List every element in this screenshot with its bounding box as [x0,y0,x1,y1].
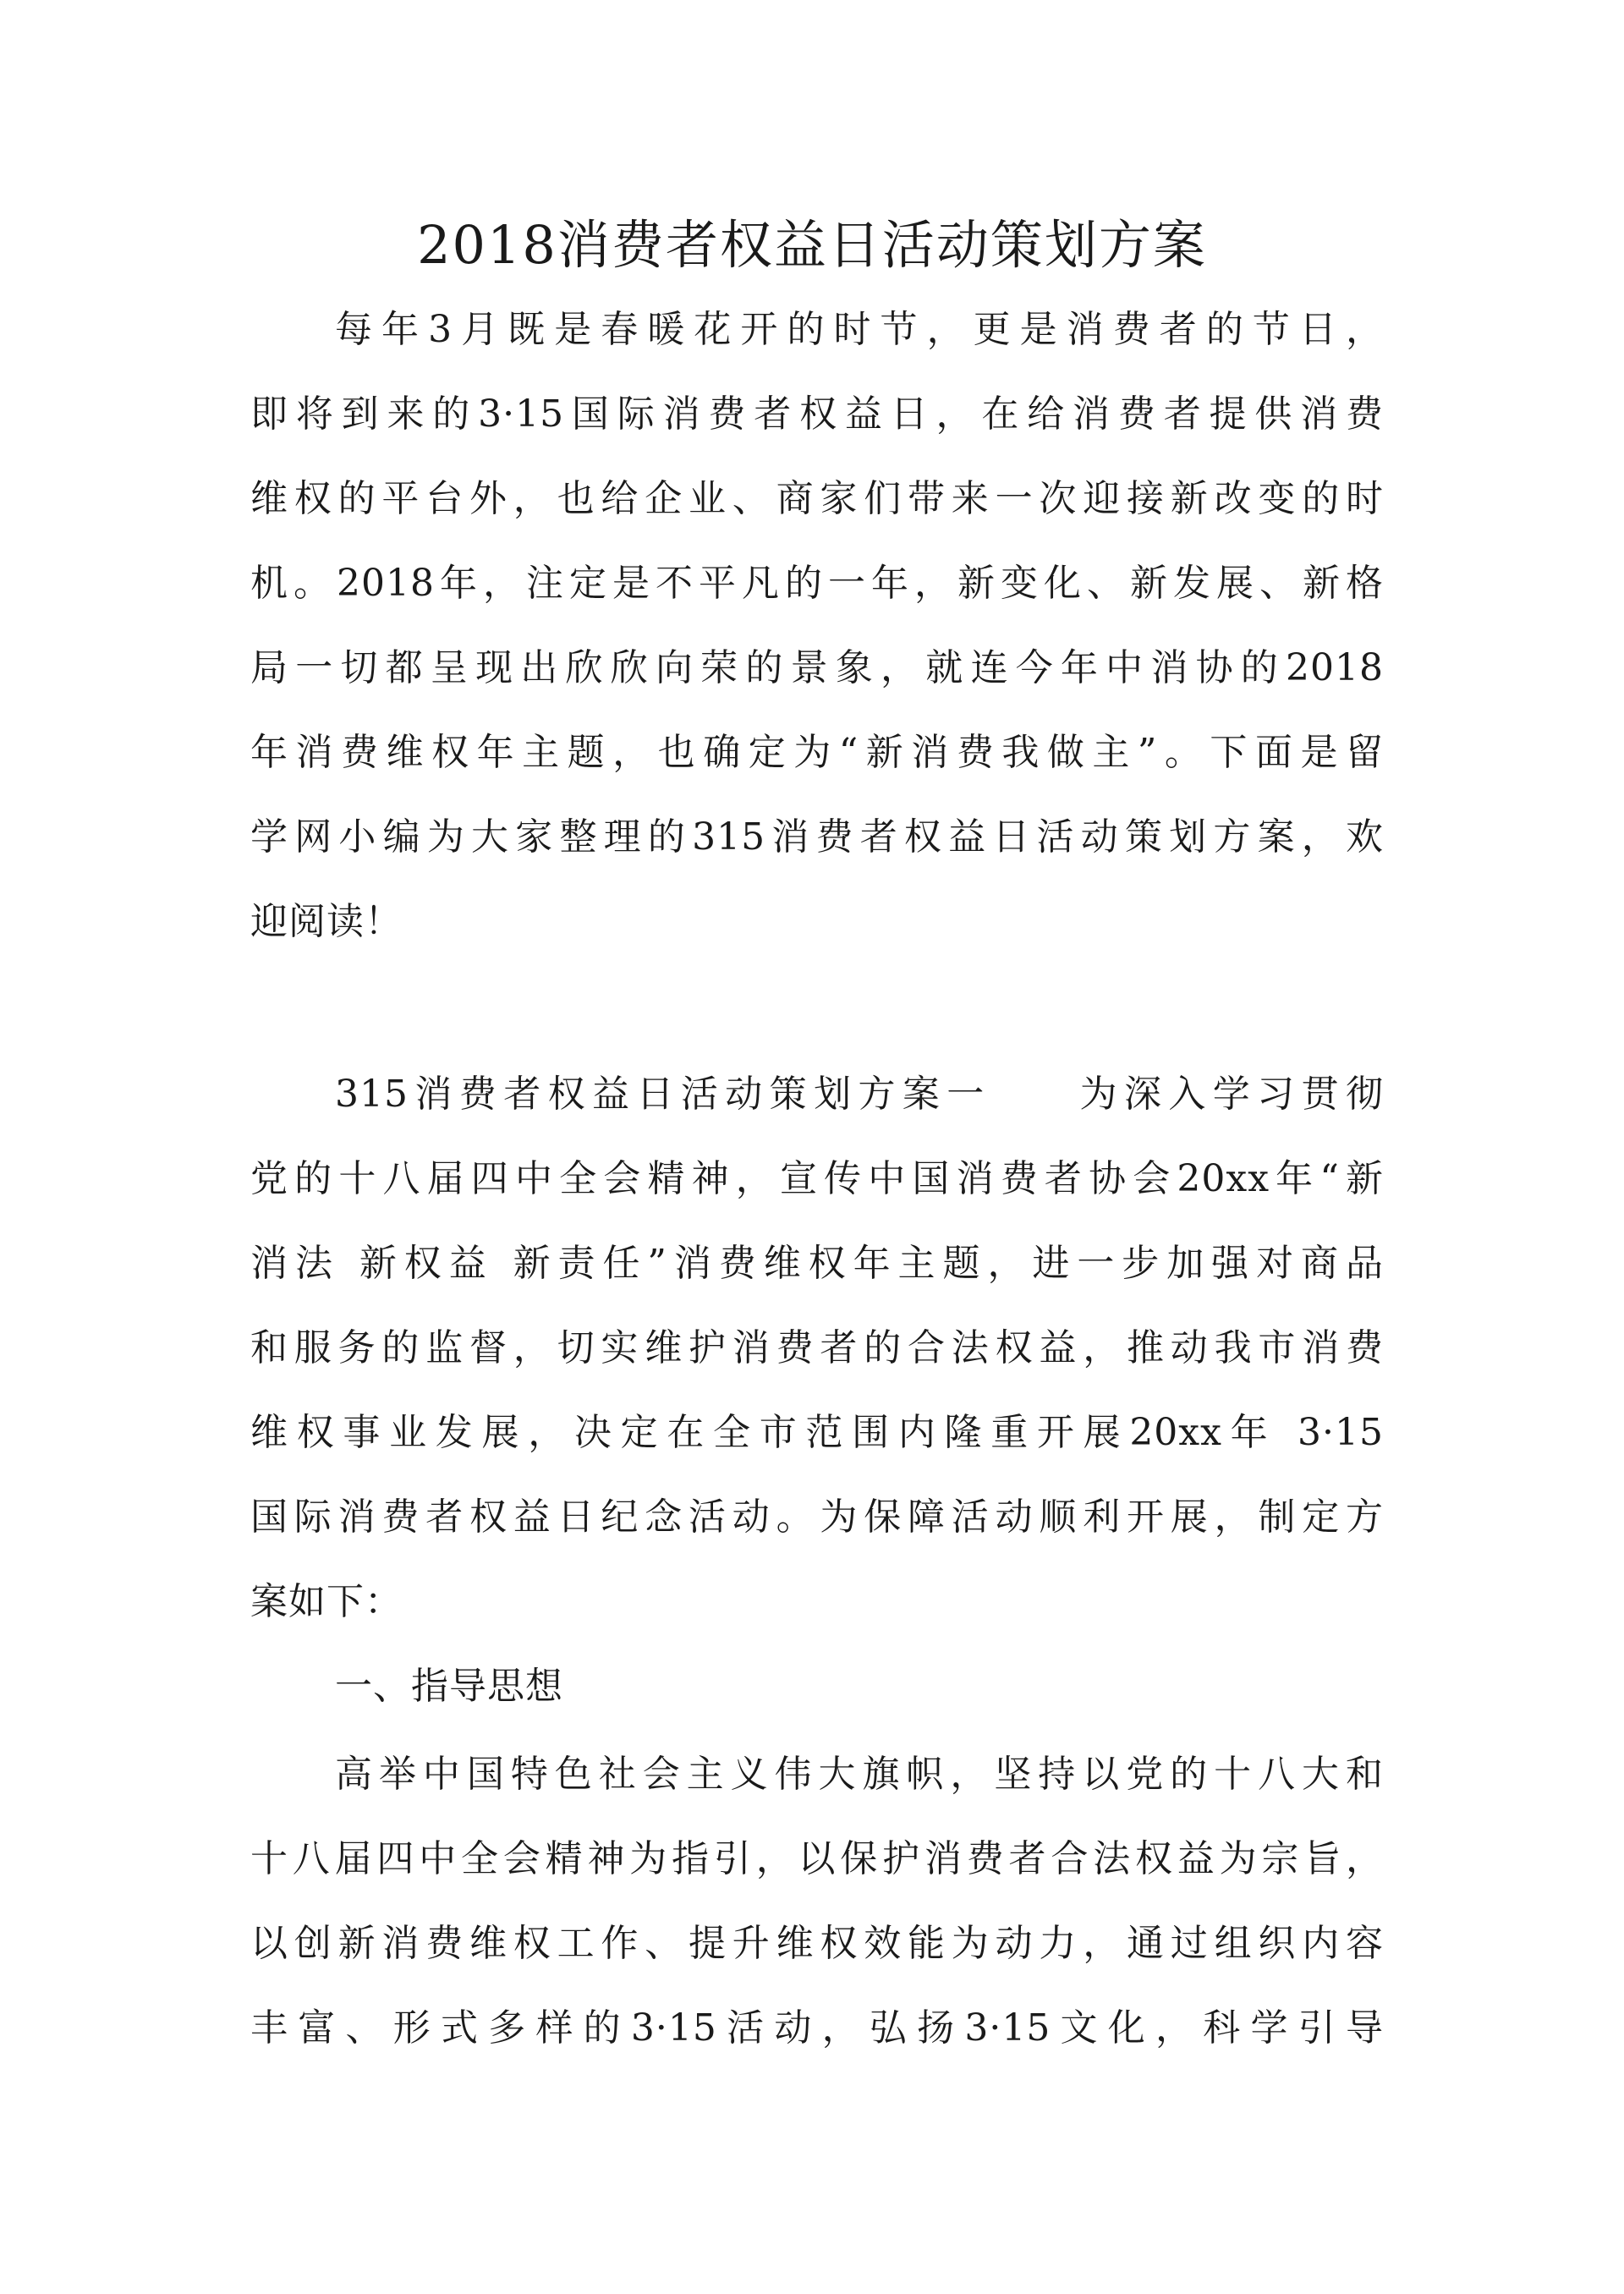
intro-paragraph-line: 年消费维权年主题，也确定为“新消费我做主”。下面是留 [250,731,1384,774]
intro-paragraph-line: 迎阅读！ [250,900,403,943]
plan-paragraph-line: 党的十八届四中全会精神，宣传中国消费者协会20xx年“新 [250,1157,1384,1200]
intro-paragraph-line: 机。2018年，注定是不平凡的一年，新变化、新发展、新格 [250,562,1384,605]
section-paragraph-line: 丰富、形式多样的3·15活动，弘扬3·15文化，科学引导 [250,2006,1384,2050]
section-paragraph-line: 以创新消费维权工作、提升维权效能为动力，通过组织内容 [250,1922,1384,1965]
intro-paragraph-line: 维权的平台外，也给企业、商家们带来一次迎接新改变的时 [250,477,1384,520]
plan-paragraph-line: 315消费者权益日活动策划方案一 为深入学习贯彻 [335,1073,1384,1116]
plan-paragraph-line: 和服务的监督，切实维护消费者的合法权益，推动我市消费 [250,1326,1384,1369]
section-paragraph-line: 高举中国特色社会主义伟大旗帜，坚持以党的十八大和 [335,1753,1384,1796]
document-title: 2018消费者权益日活动策划方案 [417,214,1207,276]
plan-paragraph-line: 国际消费者权益日纪念活动。为保障活动顺利开展，制定方 [250,1495,1384,1539]
section-paragraph-line: 十八届四中全会精神为指引，以保护消费者合法权益为宗旨， [250,1837,1384,1880]
section-heading: 一、指导思想 [335,1665,563,1708]
intro-paragraph-line: 每年3月既是春暖花开的时节，更是消费者的节日， [335,308,1384,351]
intro-paragraph-line: 局一切都呈现出欣欣向荣的景象，就连今年中消协的2018 [250,646,1384,689]
intro-paragraph-line: 学网小编为大家整理的315消费者权益日活动策划方案，欢 [250,815,1384,859]
plan-paragraph-line: 维权事业发展，决定在全市范围内隆重开展20xx年 3·15 [250,1411,1384,1454]
plan-paragraph-line: 消法 新权益 新责任”消费维权年主题，进一步加强对商品 [250,1242,1384,1285]
plan-paragraph-line: 案如下： [250,1580,403,1623]
intro-paragraph-line: 即将到来的3·15国际消费者权益日，在给消费者提供消费 [250,392,1384,436]
